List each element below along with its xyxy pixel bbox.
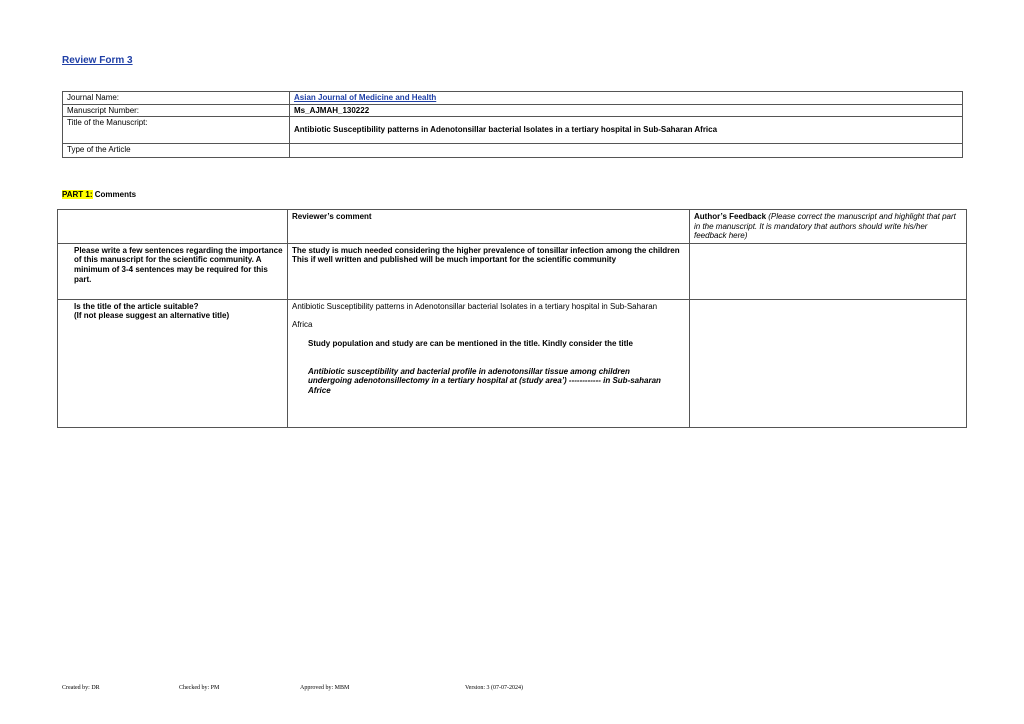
- manuscript-number-value: Ms_AJMAH_130222: [290, 104, 963, 117]
- header-question-cell: [58, 210, 288, 244]
- importance-comment-line2: This if well written and published will be much important for the scientific community: [292, 255, 617, 265]
- part1-heading: [62, 190, 136, 199]
- journal-link[interactable]: Asian Journal of Medicine and Health: [294, 93, 437, 102]
- current-title-line2: Africa: [292, 320, 313, 330]
- title-suitability-row: [58, 299, 967, 427]
- importance-row: [58, 243, 967, 299]
- current-title-line1: Antibiotic Susceptibility patterns in Adenotonsillar bacterial Isolates in a tertiary hospital in Sub-Saharan: [292, 301, 658, 311]
- importance-author-feedback[interactable]: [690, 243, 967, 299]
- title-row: [63, 117, 963, 144]
- footer-checked-by: Checked by: PM: [179, 685, 220, 691]
- part1-comments-label: Comments: [92, 190, 137, 199]
- title-suitability-comment: [288, 299, 690, 427]
- footer-approved-by: Approved by: MBM: [300, 685, 350, 691]
- title-suitability-question-line1: Is the title of the article suitable?: [74, 301, 199, 311]
- footer-version: Version: 3 (07-07-2024): [465, 685, 523, 691]
- title-suitability-question: [58, 299, 288, 427]
- form-title: Review Form 3: [62, 55, 133, 66]
- article-type-label: Type of the Article: [63, 144, 290, 158]
- header-author-feedback: [690, 210, 967, 244]
- title-label: Title of the Manuscript:: [63, 117, 290, 144]
- footer-created-by: Created by: DR: [62, 685, 100, 691]
- comments-header-row: [58, 210, 967, 244]
- title-suitability-author-feedback[interactable]: [690, 299, 967, 427]
- header-reviewer-comment: Reviewer’s comment: [288, 210, 690, 244]
- manuscript-info-table: [62, 91, 963, 158]
- manuscript-number-row: [63, 104, 963, 117]
- part1-label: PART 1:: [62, 190, 93, 199]
- journal-row: [63, 92, 963, 105]
- title-suggestion: Study population and study are can be mentioned in the title. Kindly consider the title: [308, 338, 633, 348]
- article-type-value: [290, 144, 963, 158]
- importance-comment: [288, 243, 690, 299]
- author-feedback-label: Author’s Feedback: [694, 212, 767, 221]
- article-type-row: [63, 144, 963, 158]
- title-suitability-question-line2: (If not please suggest an alternative title): [74, 311, 230, 321]
- importance-question: Please write a few sentences regarding the importance of this manuscript for the scientific community. A minimum of 3-4 sentences may be required for this part.: [58, 243, 288, 299]
- manuscript-number-label: Manuscript Number:: [63, 104, 290, 117]
- journal-label: Journal Name:: [63, 92, 290, 105]
- manuscript-title-value: Antibiotic Susceptibility patterns in Adenotonsillar bacterial Isolates in a tertiary hospital in Sub-Saharan Africa: [290, 117, 963, 144]
- alternative-title: Antibiotic susceptibility and bacterial profile in adenotonsillar tissue among children undergoing adenotonsillectomy in a tertiary hospital at (study area’) ------------ in Sub-saharan Africe: [308, 366, 661, 395]
- author-feedback-instructions: (Please correct the manuscript and highlight that part in the manuscript. It is mandatory that authors should write his/her feedback here): [694, 212, 956, 241]
- comments-table: [57, 209, 967, 428]
- importance-comment-line1: The study is much needed considering the higher prevalence of tonsillar infection among the children: [292, 245, 680, 255]
